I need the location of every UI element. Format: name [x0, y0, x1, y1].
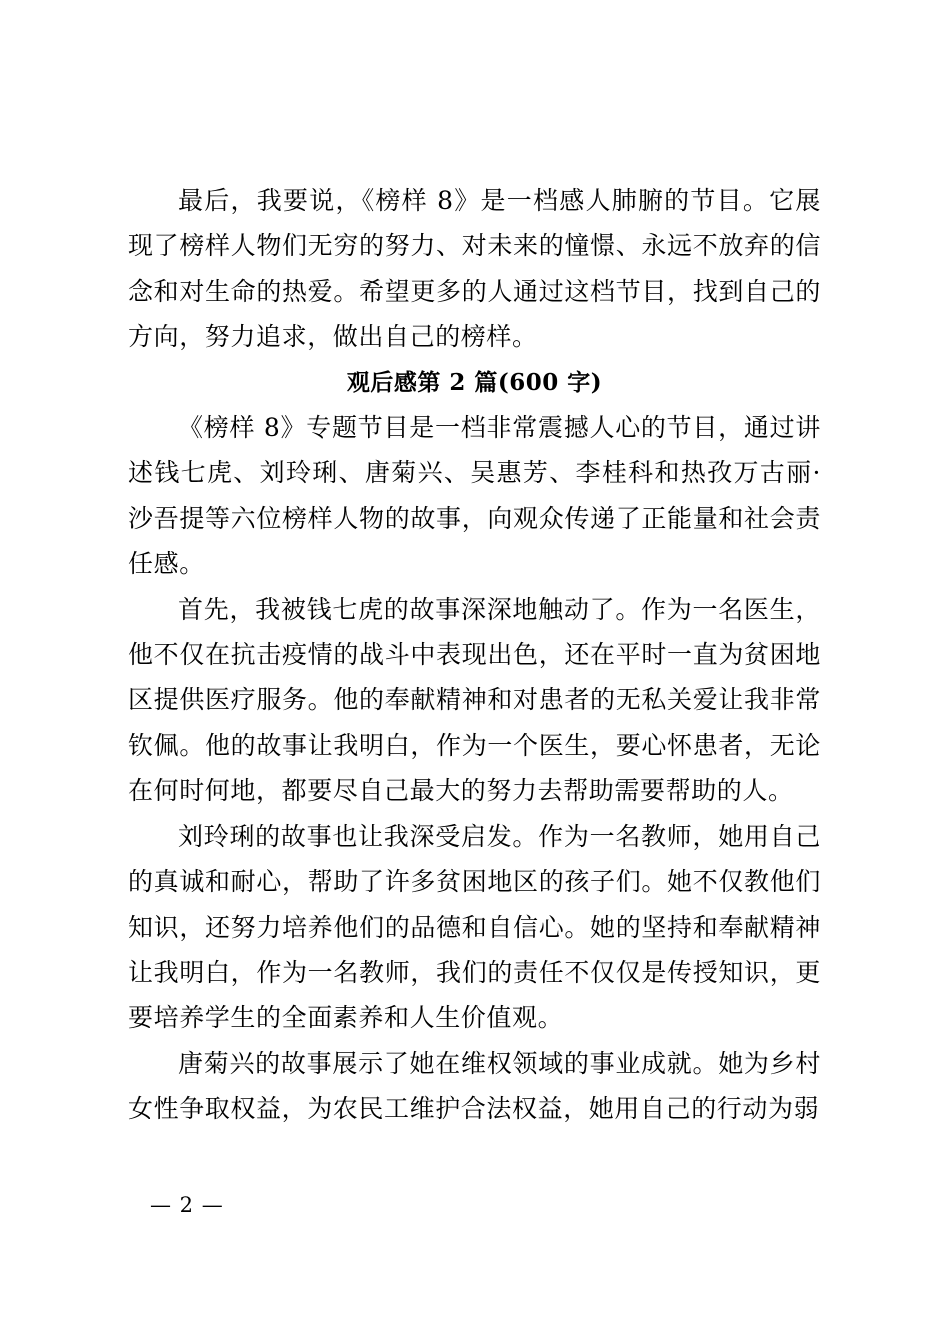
paragraph-liu-lingli: 刘玲琍的故事也让我深受启发。作为一名教师，她用自己的真诚和耐心，帮助了许多贫困地区的孩子们。她不仅教他们知识，还努力培养他们的品德和自信心。她的坚持和奉献精神让我明白，作为一名教师，我们的责任不仅仅是传授知识，更要培养学生的全面素养和人生价值观。 — [128, 821, 821, 1033]
section-heading: 观后感第 2 篇(600 字) — [346, 368, 603, 396]
paragraph-qian-qihu: 首先，我被钱七虎的故事深深地触动了。作为一名医生，他不仅在抗击疫情的战斗中表现出色，还在平时一直为贫困地区提供医疗服务。他的奉献精神和对患者的无私关爱让我非常钦佩。他的故事让我明白，作为一个医生，要心怀患者，无论在何时何地，都要尽自己最大的努力去帮助需要帮助的人。 — [128, 594, 821, 806]
document-body — [128, 178, 821, 1132]
page-number: — 2 — — [150, 1193, 224, 1217]
paragraph-tang-juxing: 唐菊兴的故事展示了她在维权领域的事业成就。她为乡村女性争取权益，为农民工维护合法权益，她用自己的行动为弱 — [128, 1048, 821, 1124]
paragraph-closing-remarks: 最后，我要说，《榜样 8》是一档感人肺腑的节目。它展现了榜样人物们无穷的努力、对未来的憧憬、永远不放弃的信念和对生命的热爱。希望更多的人通过这档节目，找到自己的方向，努力追求，做出自己的榜样。 — [128, 186, 821, 352]
paragraph-intro: 《榜样 8》专题节目是一档非常震撼人心的节目，通过讲述钱七虎、刘玲琍、唐菊兴、吴惠芳、李桂科和热孜万古丽·沙吾提等六位榜样人物的故事，向观众传递了正能量和社会责任感。 — [128, 413, 821, 579]
